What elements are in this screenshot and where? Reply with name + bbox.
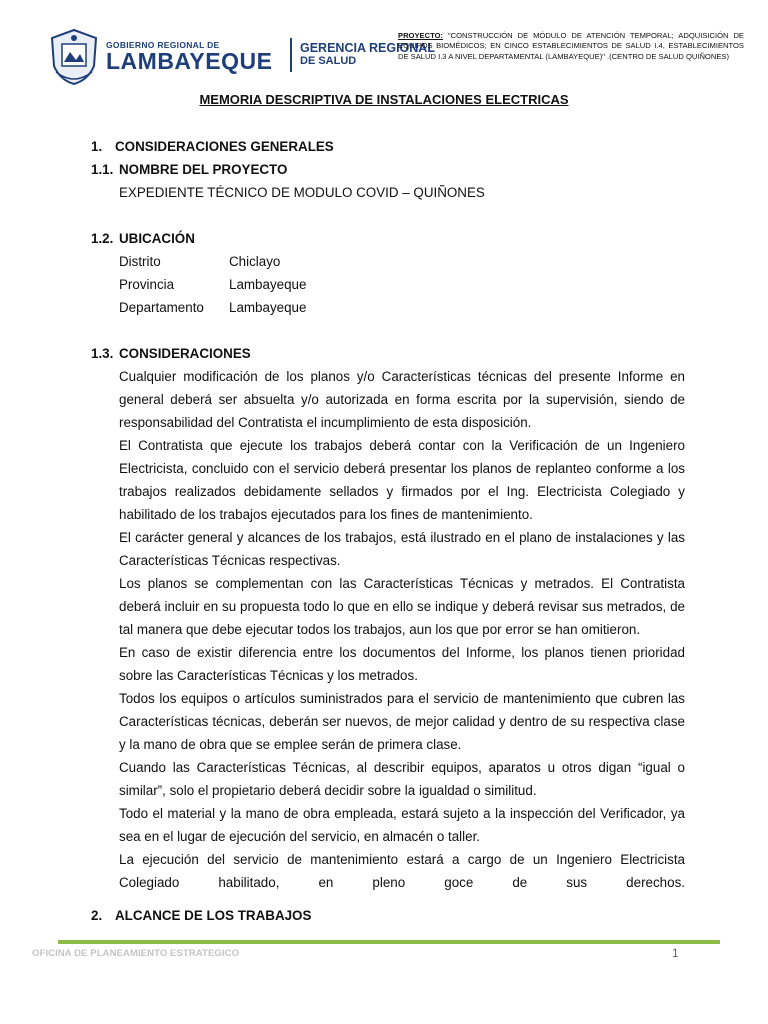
location-value: Lambayeque xyxy=(229,300,307,315)
spacer xyxy=(91,319,685,342)
regional-seal-icon xyxy=(48,28,100,86)
spacer xyxy=(91,894,685,905)
location-value: Chiclayo xyxy=(229,254,281,269)
logo-text-main: LAMBAYEQUE xyxy=(106,48,273,74)
page-number: 1 xyxy=(672,946,679,960)
paragraph: Cuando las Características Técnicas, al describir equipos, aparatos u otros digan “igual o similar”, solo el propietario deberá decidir sobre la igualdad o similitud. xyxy=(119,760,685,798)
footer-divider xyxy=(58,940,720,944)
paragraph: El Contratista que ejecute los trabajos deberá contar con la Verificación de un Ingeniero Electricista, concluido con el servicio deberá presentar los planos de replanteo conforme a los trabajos realizados debidamente sellados y firmados por el Ing. Electricista Colegiado y habilitado de los trabajos ejecutados para los fines de mantenimiento. xyxy=(119,438,685,522)
paragraph: Los planos se complementan con las Características Técnicas y metrados. El Contratista deberá incluir en su propuesta todo lo que en ello se indique y deberá revisar sus metrados, de tal manera que debe ejecutar todos los trabajos, aun los que por error se han omitieron. xyxy=(119,576,685,637)
paragraph: La ejecución del servicio de mantenimiento estará a cargo de un Ingeniero Electricista Colegiado habilitado, en pleno goce de sus derechos. xyxy=(119,852,685,890)
project-name: EXPEDIENTE TÉCNICO DE MODULO COVID – QUIÑONES xyxy=(119,185,485,200)
section-1-1-heading xyxy=(91,158,685,181)
section-2-heading xyxy=(91,905,685,927)
section-1-3-heading xyxy=(91,342,685,365)
project-text: "CONSTRUCCIÓN DE MÓDULO DE ATENCIÓN TEMPORAL; ADQUISICIÓN DE EQUIPOS BIOMÉDICOS; EN CINCO ESTABLECIMIENTOS DE SALUD I.4, ESTABLECIMIENTOS DE SALUD I.3 A NIVEL DEPARTAMENTAL (LAMBAYEQUE)" .(CENTRO DE SALUD QUIÑONES) xyxy=(398,31,744,61)
document-body xyxy=(91,136,685,927)
spacer xyxy=(91,204,685,227)
section-number: 1.3. xyxy=(91,346,114,361)
paragraph: El carácter general y alcances de los trabajos, está ilustrado en el plano de instalaciones y las Características Técnicas respectivas. xyxy=(119,530,685,568)
section-1-heading xyxy=(91,136,685,158)
section-title: NOMBRE DEL PROYECTO xyxy=(119,162,288,177)
section-title: UBICACIÓN xyxy=(119,231,195,246)
section-1-2-heading xyxy=(91,227,685,250)
section-number: 1. xyxy=(91,139,103,154)
logo-text-top: GOBIERNO REGIONAL DE xyxy=(106,40,220,50)
page-header xyxy=(48,26,744,92)
section-number: 2. xyxy=(91,908,103,923)
paragraph: Todo el material y la mano de obra empleada, estará sujeto a la inspección del Verificador, ya sea en el lugar de ejecución del servicio, en almacén o taller. xyxy=(119,806,685,844)
location-row xyxy=(119,250,685,273)
section-title: CONSIDERACIONES xyxy=(119,346,251,361)
paragraph: Cualquier modificación de los planos y/o Características técnicas del presente Informe en general deberá ser absuelta y/o autorizada en forma escrita por la supervisión, siendo de responsabilidad del Contratista el incumplimiento de esta disposición. xyxy=(119,369,685,430)
section-number: 1.2. xyxy=(91,231,114,246)
location-key: Departamento xyxy=(119,300,204,315)
location-value: Lambayeque xyxy=(229,277,307,292)
paragraph: En caso de existir diferencia entre los documentos del Informe, los planos tienen prioridad sobre las Características Técnicas y los metrados. xyxy=(119,645,685,683)
section-title: ALCANCE DE LOS TRABAJOS xyxy=(115,908,312,923)
project-label: PROYECTO: xyxy=(398,31,444,40)
paragraph: Todos los equipos o artículos suministrados para el servicio de mantenimiento que cubren las Características técnicas, deberán ser nuevos, de mejor calidad y dentro de su respectiva clase y la mano de obra que se emplee serán de primera clase. xyxy=(119,691,685,752)
gerencia-line-2: DE SALUD xyxy=(300,55,357,67)
project-description xyxy=(398,31,744,62)
location-key: Provincia xyxy=(119,277,175,292)
considerations-list xyxy=(91,365,685,894)
gerencia-line-1: GERENCIA REGIONAL xyxy=(300,41,435,55)
section-title: CONSIDERACIONES GENERALES xyxy=(115,139,334,154)
logo-divider xyxy=(290,38,292,72)
location-row xyxy=(119,296,685,319)
gob-regional-logo xyxy=(106,40,288,72)
section-number: 1.1. xyxy=(91,162,114,177)
footer-office: OFICINA DE PLANEAMIENTO ESTRATEGICO xyxy=(32,948,240,959)
location-key: Distrito xyxy=(119,254,161,269)
document-title: MEMORIA DESCRIPTIVA DE INSTALACIONES ELECTRICAS xyxy=(199,92,569,107)
location-row xyxy=(119,273,685,296)
location-table xyxy=(91,250,685,319)
